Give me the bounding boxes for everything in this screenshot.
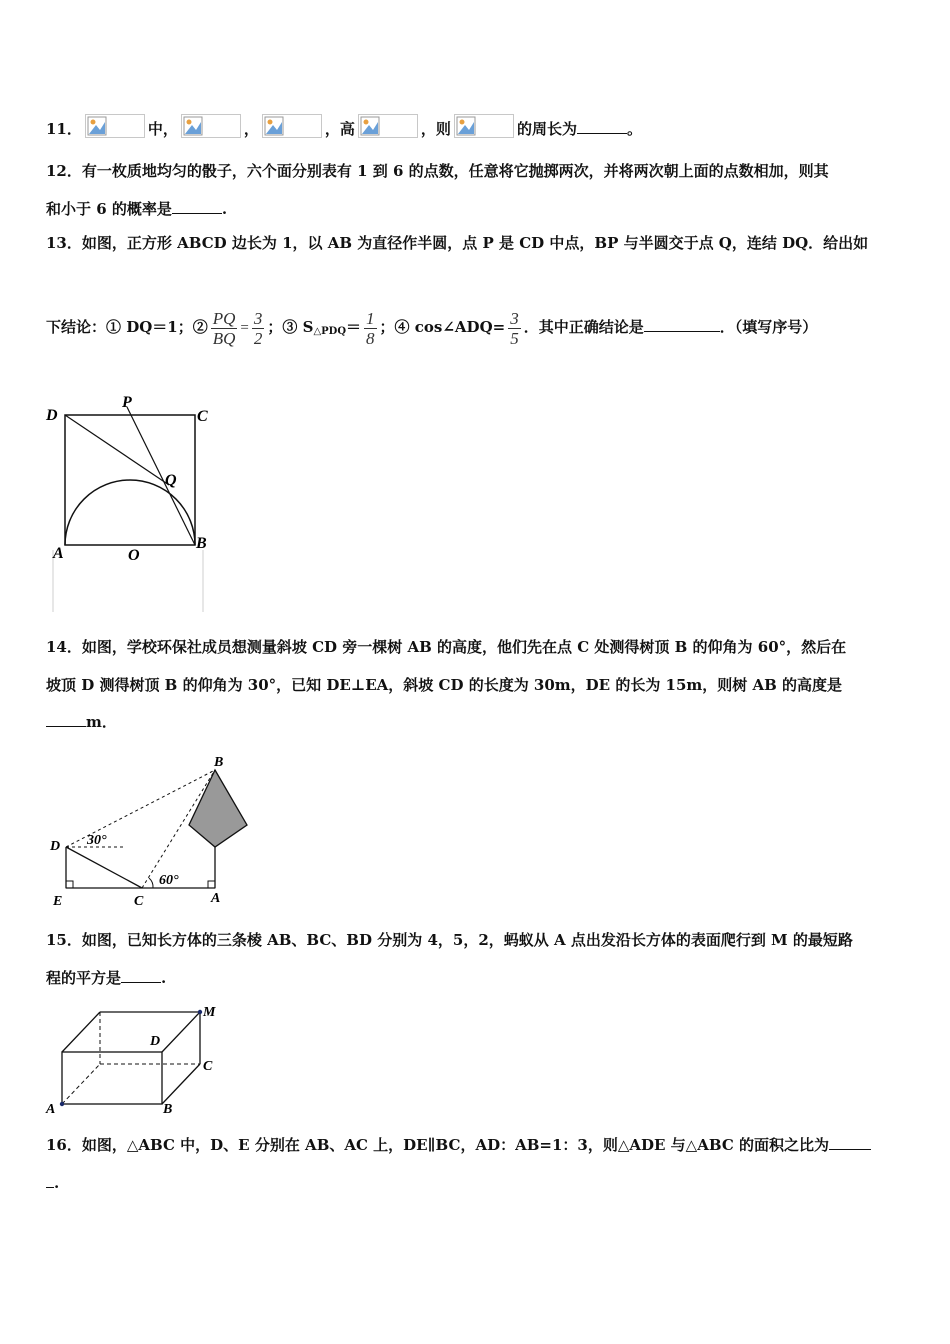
fraction-3-5: $\frac{3}{5}$ (510, 308, 519, 348)
question-11: 11． 中， ， ，高 ，则 的周长为 。 (46, 114, 642, 139)
question-16-line1: 16．如图，△ABC 中，D、E 分别在 AB、AC 上，DE∥BC，AD：AB=1：3，则△ADE 与△ABC 的面积之比为 (46, 1135, 871, 1155)
figure-square-semicircle (40, 390, 220, 615)
label-b: B (196, 535, 207, 552)
label-p: P (122, 394, 132, 411)
fraction-3-2: $\frac{3}{2}$ (253, 308, 263, 348)
answer-blank[interactable] (46, 712, 86, 727)
broken-image-icon (181, 114, 241, 138)
label-a: A (46, 1102, 56, 1117)
label-d: D (46, 407, 58, 424)
answer-blank[interactable] (644, 317, 720, 332)
question-12-line2: 和小于 6 的概率是 . (46, 200, 228, 218)
broken-image-icon (262, 114, 322, 138)
label-c: C (197, 408, 208, 425)
label-a: A (53, 545, 64, 562)
label-d: D (50, 839, 61, 854)
broken-image-icon (85, 114, 145, 138)
label-d: D (150, 1034, 161, 1049)
broken-image-icon (454, 114, 514, 138)
label-m: M (203, 1005, 216, 1020)
label-60: 60° (159, 873, 179, 888)
question-13-line1: 13．如图，正方形 ABCD 边长为 1，以 AB 为直径作半圆，点 P 是 CD 中点，BP 与半圆交于点 Q，连结 DQ．给出如 (46, 234, 869, 252)
figure-cuboid (40, 1000, 230, 1120)
label-q: Q (165, 472, 177, 489)
answer-blank[interactable] (172, 199, 222, 214)
label-b: B (214, 755, 224, 770)
question-14-line2: 坡顶 D 测得树顶 B 的仰角为 30°，已知 DE⊥EA，斜坡 CD 的长度为 30m，DE 的长为 15m，则树 AB 的高度是 (46, 676, 843, 694)
label-c: C (203, 1059, 213, 1074)
question-15-line2: 程的平方是 . (46, 969, 167, 987)
question-15-line1: 15．如图，已知长方体的三条棱 AB、BC、BD 分别为 4，5，2，蚂蚁从 A 点出发沿长方体的表面爬行到 M 的最短路 (46, 931, 853, 949)
question-14-line3: m． (46, 712, 117, 732)
question-16-line2: . (46, 1173, 59, 1193)
broken-image-icon (358, 114, 418, 138)
label-c: C (134, 894, 144, 909)
question-14-line1: 14．如图，学校环保社成员想测量斜坡 CD 旁一棵树 AB 的高度，他们先在点 C 处测得树顶 B 的仰角为 60°，然后在 (46, 638, 847, 656)
answer-blank[interactable] (121, 968, 161, 983)
label-a: A (211, 891, 221, 906)
answer-blank-cont[interactable] (46, 1173, 54, 1188)
label-o: O (128, 547, 140, 564)
figure-slope-tree (45, 750, 255, 910)
question-13-line2: 下结论：① DQ＝1；② $\frac{PQ}{BQ}$ = $\frac{3}{2}$ ；③ $S_{\triangle PDQ}=$ $\frac{1}{8}$ ；④ cos∠ADQ= $\frac{3}{5}$ ．其中正确结论是 ．（填写序号） (46, 308, 818, 348)
label-b: B (163, 1102, 173, 1117)
question-12-line1: 12．有一枚质地均匀的骰子，六个面分别表有 1 到 6 的点数，任意将它抛掷两次，并将两次朝上面的点数相加，则其 (46, 162, 829, 180)
label-30: 30° (87, 833, 107, 848)
answer-blank[interactable] (577, 119, 627, 134)
answer-blank[interactable] (829, 1135, 871, 1150)
label-e: E (53, 894, 63, 909)
fraction-1-8: $\frac{1}{8}$ (366, 308, 375, 348)
fraction-pq-bq: $\frac{PQ}{BQ}$ (212, 308, 236, 348)
